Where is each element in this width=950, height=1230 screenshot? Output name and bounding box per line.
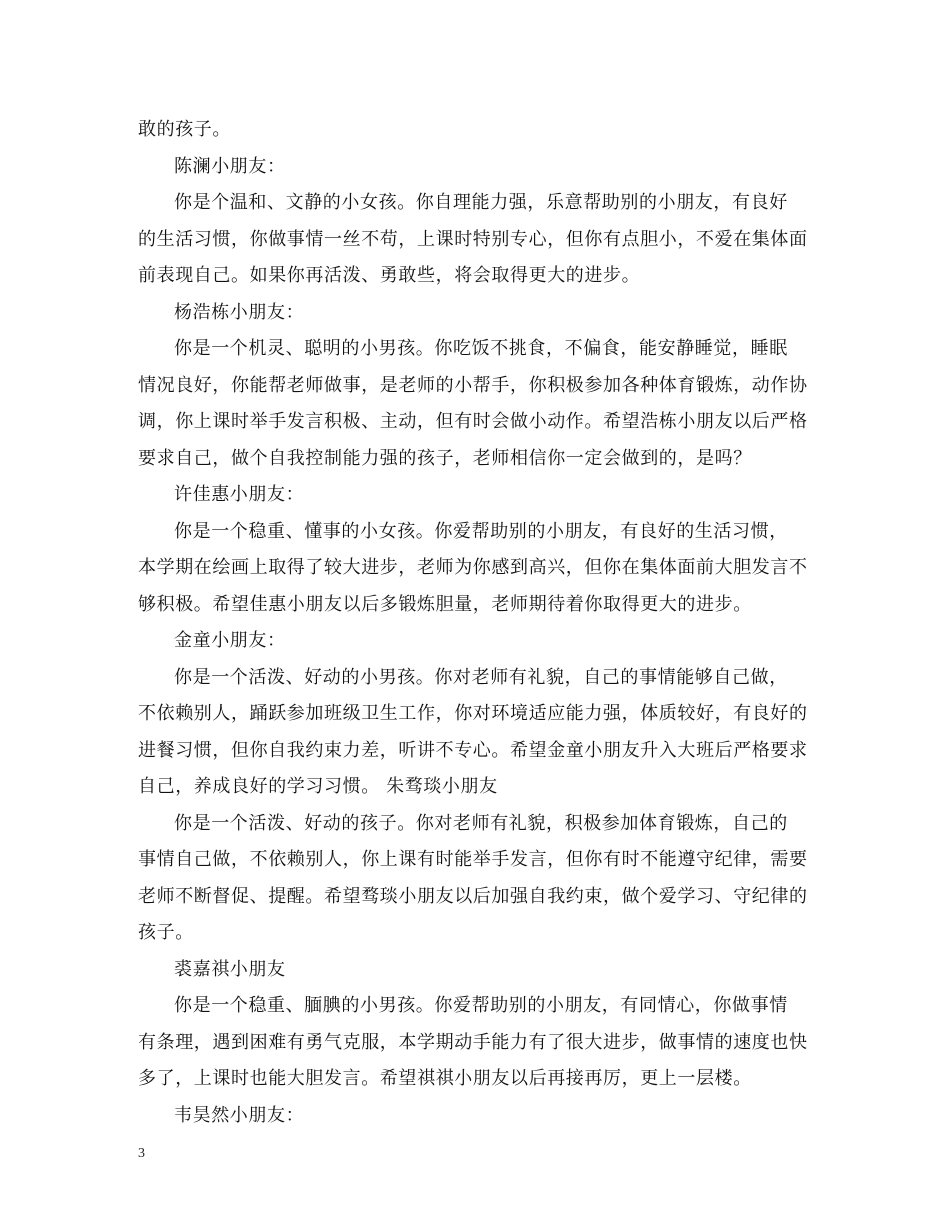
text-line: 敢的孩子。 [138,119,231,140]
text-line: 多了，上课时也能大胆发言。希望祺祺小朋友以后再接再厉，更上一层楼。 [138,1068,752,1089]
text-line: 你是一个活泼、好动的孩子。你对老师有礼貌，积极参加体育锻炼，自己的 [174,812,788,834]
text-line: 本学期在绘画上取得了较大进步，老师为你感到高兴，但你在集体面前大胆发言不 [138,557,808,578]
text-line: 够积极。希望佳惠小朋友以后多锻炼胆量，老师期待着你取得更大的进步。 [138,593,752,615]
text-line: 裘嘉祺小朋友 [174,958,286,980]
text-line: 陈澜小朋友： [174,155,286,177]
text-line: 杨浩栋小朋友： [174,301,305,323]
text-line: 要求自己，做个自我控制能力强的孩子，老师相信你一定会做到的，是吗？ [138,447,752,469]
text-line: 你是一个稳重、懂事的小女孩。你爱帮助别的小朋友，有良好的生活习惯， [174,520,788,542]
text-line: 你是个温和、文静的小女孩。你自理能力强，乐意帮助别的小朋友，有良好 [174,192,788,213]
text-line: 进餐习惯，但你自我约束力差，听讲不专心。希望金童小朋友升入大班后严格要求 [138,739,808,761]
text-line: 事情自己做，不依赖别人，你上课有时能举手发言，但你有时不能遵守纪律，需要 [138,849,808,870]
page-number: 3 [138,1146,145,1161]
text-line: 你是一个稳重、腼腆的小男孩。你爱帮助别的小朋友，有同情心，你做事情 [174,995,788,1016]
text-line: 许佳惠小朋友： [174,484,305,505]
text-line: 你是一个活泼、好动的小男孩。你对老师有礼貌，自己的事情能够自己做， [174,666,788,688]
text-line: 孩子。 [138,922,194,943]
text-line: 你是一个机灵、聪明的小男孩。你吃饭不挑食，不偏食，能安静睡觉，睡眠 [174,338,788,359]
text-line: 自己，养成良好的学习习惯。 朱骛琰小朋友 [138,776,498,797]
text-line: 情况良好，你能帮老师做事，是老师的小帮手，你积极参加各种体育锻炼，动作协 [138,374,808,396]
text-line: 金童小朋友： [174,630,286,651]
text-line: 的生活习惯，你做事情一丝不苟，上课时特别专心，但你有点胆小，不爱在集体面 [138,228,808,250]
text-line: 不依赖别人，踊跃参加班级卫生工作，你对环境适应能力强，体质较好，有良好的 [138,703,808,724]
text-line: 前表现自己。如果你再活泼、勇敢些，将会取得更大的进步。 [138,265,641,286]
text-line: 有条理，遇到困难有勇气克服，本学期动手能力有了很大进步，做事情的速度也快 [138,1031,808,1053]
text-line: 韦昊然小朋友： [174,1104,305,1126]
text-line: 调，你上课时举手发言积极、主动，但有时会做小动作。希望浩栋小朋友以后严格 [138,411,808,432]
document-body [138,112,814,1134]
text-line: 老师不断督促、提醒。希望骛琰小朋友以后加强自我约束，做个爱学习、守纪律的 [138,885,808,907]
